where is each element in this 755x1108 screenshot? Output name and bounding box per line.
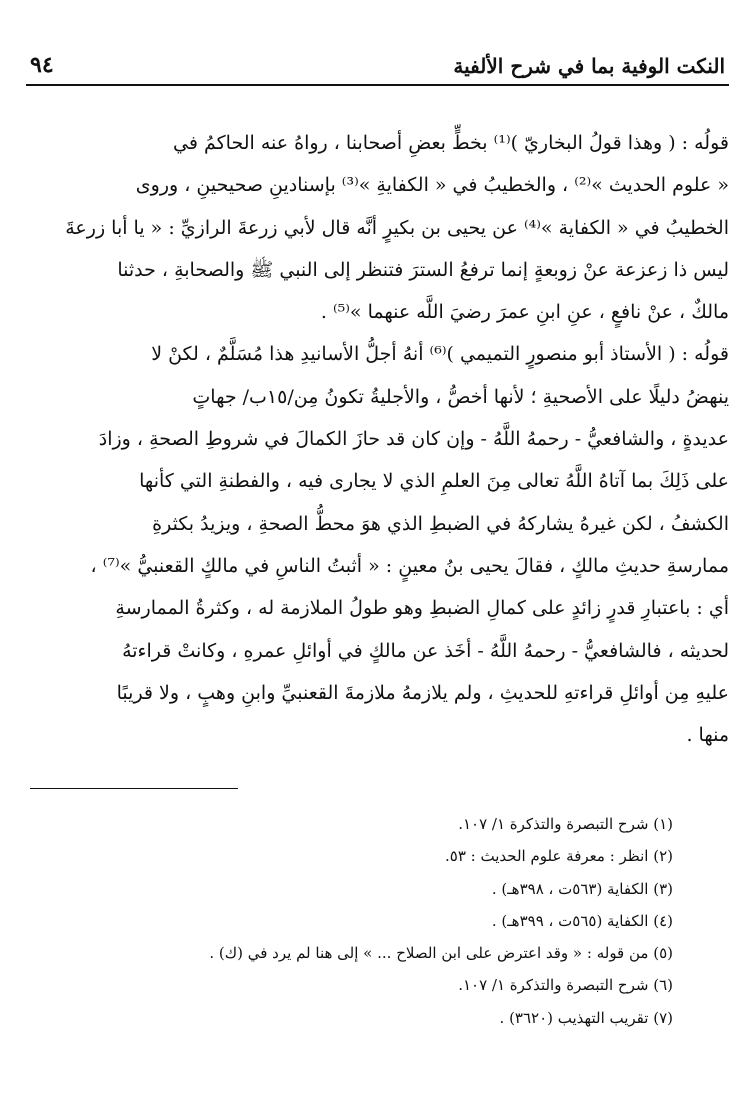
text-line: عديدةٍ ، والشافعيُّ - رحمهُ اللَّهُ - وإن كان قد حازَ الكمالَ في شروطِ الصحةِ ، وزادَ xyxy=(98,428,729,451)
text-line: الكشفُ ، لكن غيرهُ يشاركهُ في الضبطِ الذي هوَ محطُّ الصحةِ ، ويزيدُ بكثرةِ xyxy=(152,512,729,535)
footnote-4: (٤) الكفاية (٥٦٥ت ، ٣٩٩هـ) . xyxy=(491,911,673,930)
paragraph-1 xyxy=(26,122,729,333)
footnote-6: (٦) شرح التبصرة والتذكرة ١/ ١٠٧. xyxy=(458,976,673,995)
paragraph-2 xyxy=(26,333,729,756)
text-line: منها . xyxy=(686,724,729,747)
text-line: « علوم الحديث »⁽²⁾ ، والخطيبُ في « الكفايةِ »⁽³⁾ بإسنادينِ صحيحينِ ، وروى xyxy=(135,174,729,197)
footnote-7: (٧) تقريب التهذيب (٣٦٢٠) . xyxy=(499,1008,673,1027)
footnote-1: (١) شرح التبصرة والتذكرة ١/ ١٠٧. xyxy=(458,815,673,833)
book-page xyxy=(26,52,729,756)
text-line: لحديثه ، فالشافعيُّ - رحمهُ اللَّهُ - أخَذ عن مالكٍ في أوائلِ عمرهِ ، وكانتْ قراءتهُ xyxy=(122,639,729,662)
running-title: النكت الوفية بما في شرح الألفية xyxy=(453,54,725,78)
text-line: ممارسةِ حديثِ مالكٍ ، فقالَ يحيى بنُ معينٍ : « أثبتُ الناسِ في مالكٍ القعنبيُّ »⁽⁷⁾ ، xyxy=(90,554,729,577)
text-line: مالكٌ ، عنْ نافعٍ ، عنِ ابنِ عمرَ رضيَ اللَّه عنهما »⁽⁵⁾ . xyxy=(320,301,729,324)
footnote-2: (٢) انظر : معرفة علوم الحديث : ٥٣. xyxy=(445,847,673,866)
main-text xyxy=(26,122,729,756)
text-line: ينهضُ دليلًا على الأصحيةِ ؛ لأنها أخصُّ ، والأجليةُ تكونُ مِن/١٥ب/ جهاتٍ xyxy=(192,385,729,408)
text-line: الخطيبُ في « الكفاية »⁽⁴⁾ عن يحيى بن بكيرٍ أنَّه قال لأبي زرعةَ الرازيِّ : « يا أبا زرعةَ xyxy=(65,216,729,239)
footnotes xyxy=(53,808,673,1034)
text-line: ليس ذا زعزعة عنْ زوبعةٍ إنما ترفعُ السترَ فتنظر إلى النبي ﷺ والصحابةِ ، حدثنا xyxy=(117,258,729,281)
text-line: قولُه : ( الأستاذ أبو منصورٍ التميمي )⁽⁶⁾ أنهُ أجلُّ الأسانيدِ هذا مُسَلَّمٌ ، لكنْ لا xyxy=(151,343,729,366)
text-line: على ذَلِكَ بما آتاهُ اللَّهُ تعالى مِنَ العلمِ الذي لا يجارى فيه ، والفطنةِ التي كأنها xyxy=(139,470,729,493)
page-header xyxy=(26,52,729,86)
footnote-3: (٣) الكفاية (٥٦٣ت ، ٣٩٨هـ) . xyxy=(491,879,673,898)
text-line: أي : باعتبارِ قدرٍ زائدٍ على كمالِ الضبطِ وهو طولُ الملازمة له ، وكثرةُ الممارسةِ xyxy=(115,597,729,620)
footnote-divider xyxy=(30,788,238,789)
text-line: قولُه : ( وهذا قولُ البخاريّ )⁽¹⁾ بخطٍّ بعضِ أصحابنا ، رواهُ عنه الحاكمُ في xyxy=(173,132,729,154)
text-line: عليهِ مِن أوائلِ قراءتهِ للحديثِ ، ولم يلازمهُ ملازمةَ القعنبيِّ وابنِ وهبٍ ، ولا قريبًا xyxy=(116,681,729,704)
footnote-5: (٥) من قوله : « وقد اعترض على ابن الصلاح ... » إلى هنا لم يرد في (ك) . xyxy=(209,944,673,963)
page-number: ٩٤ xyxy=(30,52,54,78)
